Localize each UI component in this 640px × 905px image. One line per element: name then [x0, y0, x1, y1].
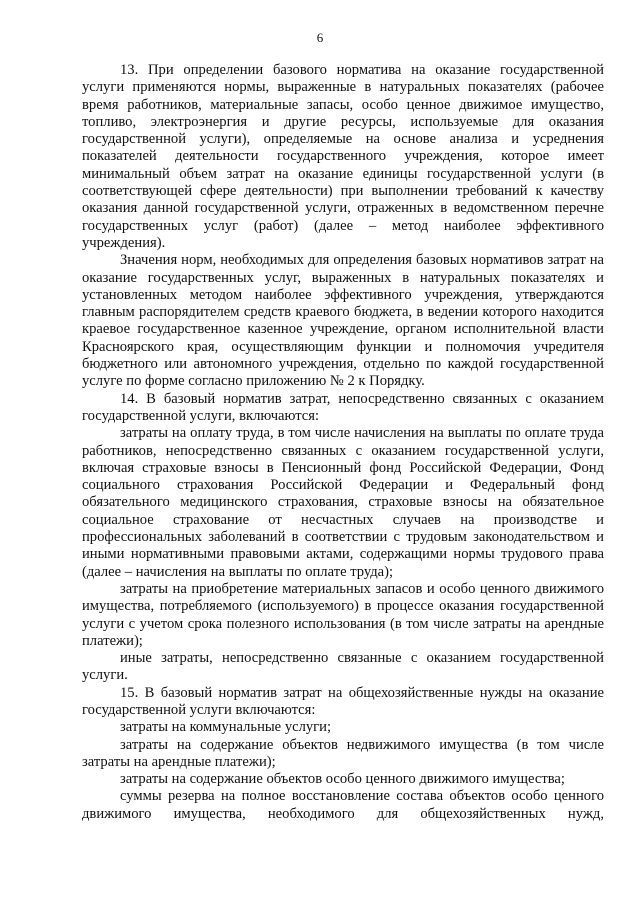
paragraph-movable-property: затраты на содержание объектов особо ценного движимого имущества; — [120, 771, 565, 788]
paragraph-real-estate: затраты на содержание объектов недвижимого имущества (в том числе затраты на арендные платежи); — [82, 736, 604, 770]
paragraph-labor-costs: затраты на оплату труда, в том числе начисления на выплаты по оплате труда работников, непосредственно связанных с оказанием государственной услуги, включая страховые взносы в Пенсионный фонд Российской Федерации, Фонд социального страхования Российской Федерации и Федеральный фонд обязательного медицинского страхования, страховые взносы на обязательное социальное страхование от несчастных случаев на производстве и профессиональных заболеваний в соответствии с трудовым законодательством и иными нормативными правовыми актами, содержащими нормы трудового права (далее – начисления на выплаты по оплате труда); — [82, 425, 604, 580]
paragraph-norm-values: Значения норм, необходимых для определения базовых нормативов затрат на оказание государственных услуг, выраженных в натуральных показателях и установленных методом наиболее эффективного учреждения, утверждаются главным распорядителем средств краевого бюджета, в ведении которого находится краевое государственное казенное учреждение, органом исполнительной власти Красноярского края, осуществляющим функции и полномочия учредителя бюджетного или автономного учреждения, отдельно по каждой государственной услуге по форме согласно приложению № 2 к Порядку. — [82, 252, 604, 390]
paragraph-reserve: суммы резерва на полное восстановление состава объектов особо ценного движимого имущества, необходимого для общехозяйственных нужд, — [82, 788, 604, 822]
paragraph-utilities: затраты на коммунальные услуги; — [120, 719, 332, 736]
document-body — [82, 62, 604, 823]
paragraph-other-costs: иные затраты, непосредственно связанные с оказанием государственной услуги. — [82, 650, 604, 684]
paragraph-15: 15. В базовый норматив затрат на общехозяйственные нужды на оказание государственной услуги включаются: — [82, 684, 604, 718]
paragraph-material-costs: затраты на приобретение материальных запасов и особо ценного движимого имущества, потребляемого (используемого) в процессе оказания государственной услуги с учетом срока полезного использования (в том числе затраты на арендные платежи); — [82, 580, 604, 649]
paragraph-13: 13. При определении базового норматива на оказание государственной услуги применяются нормы, выраженные в натуральных показателях (рабочее время работников, материальные запасы, особо ценное движимое имущество, топливо, электроэнергия и другие ресурсы, используемые для оказания государственной услуги), определяемые на основе анализа и усреднения показателей деятельности государственного учреждения, которое имеет минимальный объем затрат на оказание единицы государственной услуги (в соответствующей сфере деятельности) при выполнении требований к качеству оказания данной государственной услуги, отраженных в ведомственном перечне государственных услуг (работ) (далее – метод наиболее эффективного учреждения). — [82, 62, 604, 251]
page-number: 6 — [316, 30, 324, 45]
paragraph-14: 14. В базовый норматив затрат, непосредственно связанных с оказанием государственной услуги, включаются: — [82, 390, 604, 424]
